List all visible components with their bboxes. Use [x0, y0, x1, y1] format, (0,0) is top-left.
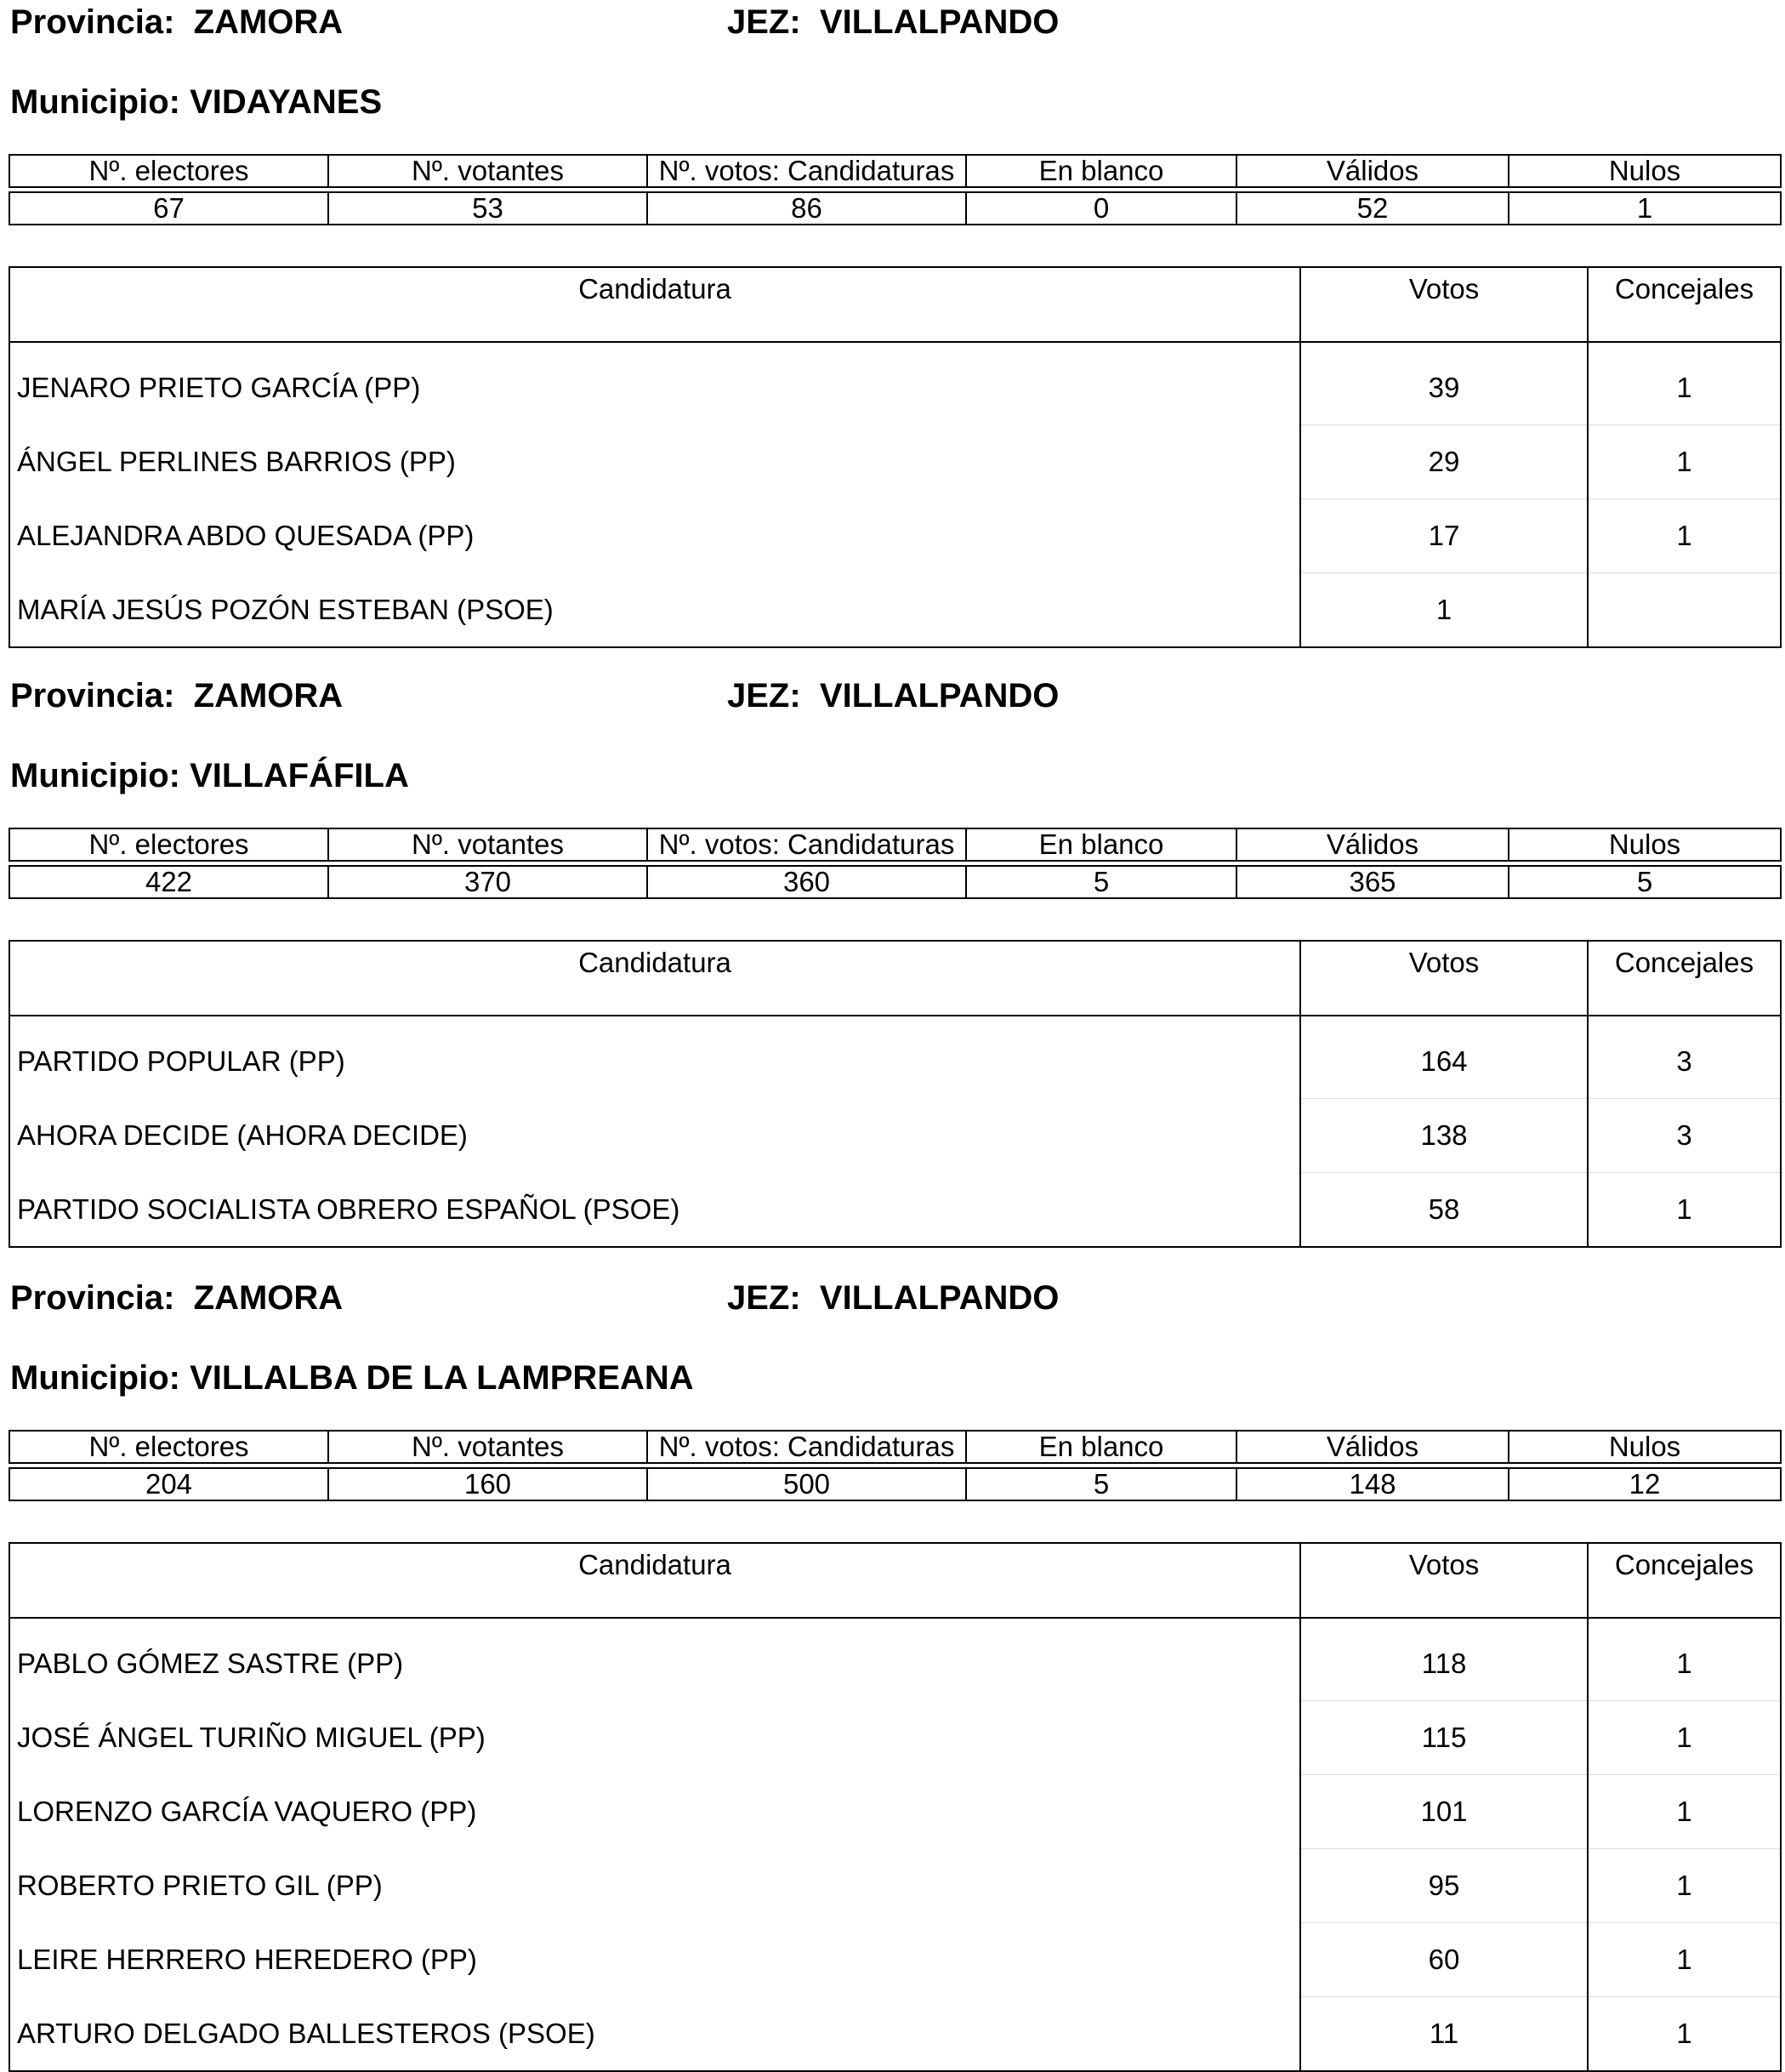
provincia-value: ZAMORA [193, 677, 344, 714]
candidate-councillors: 1 [1588, 342, 1781, 425]
summary-header: Nulos [1509, 828, 1781, 861]
jez-line [727, 679, 1059, 713]
candidate-name: LORENZO GARCÍA VAQUERO (PP) [9, 1775, 1300, 1849]
candidate-row [9, 425, 1781, 499]
candidate-votes: 60 [1300, 1923, 1588, 1997]
candidate-row [9, 1173, 1781, 1248]
summary-header: Nº. votos: Candidaturas [647, 1431, 966, 1463]
summary-header: Nº. votos: Candidaturas [647, 155, 966, 187]
summary-header: Nº. votantes [328, 828, 647, 861]
votos-header: Votos [1300, 1543, 1588, 1618]
candidate-row [9, 1701, 1781, 1775]
concejales-header: Concejales [1588, 1543, 1781, 1618]
municipio-label: Municipio: [10, 1359, 180, 1397]
concejales-header: Concejales [1588, 267, 1781, 342]
municipio-line [10, 759, 409, 793]
candidate-row [9, 573, 1781, 648]
candidate-row [9, 1099, 1781, 1173]
candidate-councillors: 1 [1588, 1923, 1781, 1997]
summary-value: 12 [1509, 1468, 1781, 1500]
jez-label: JEZ: [727, 1279, 801, 1317]
candidate-name: PARTIDO SOCIALISTA OBRERO ESPAÑOL (PSOE) [9, 1173, 1300, 1248]
candidate-votes: 39 [1300, 342, 1588, 425]
candidate-row [9, 1618, 1781, 1701]
candidate-row [9, 1775, 1781, 1849]
candidate-councillors [1588, 573, 1781, 648]
candidates-header-row [9, 267, 1781, 342]
provincia-label: Provincia: [10, 677, 175, 714]
candidate-row [9, 1016, 1781, 1099]
candidate-name: MARÍA JESÚS POZÓN ESTEBAN (PSOE) [9, 573, 1300, 648]
summary-header: Nº. votantes [328, 155, 647, 187]
summary-values-row [9, 866, 1781, 898]
candidate-votes: 164 [1300, 1016, 1588, 1099]
candidate-row [9, 342, 1781, 425]
candidate-row [9, 1923, 1781, 1997]
summary-value: 160 [328, 1468, 647, 1500]
candidate-votes: 118 [1300, 1618, 1588, 1701]
candidate-councillors: 1 [1588, 1849, 1781, 1923]
candidate-name: ROBERTO PRIETO GIL (PP) [9, 1849, 1300, 1923]
candidate-votes: 58 [1300, 1173, 1588, 1248]
summary-header-row [9, 828, 1781, 861]
municipio-line [10, 1361, 694, 1395]
candidates-table [9, 266, 1782, 648]
summary-header-row [9, 155, 1781, 187]
provincia-label: Provincia: [10, 3, 175, 41]
candidate-row [9, 499, 1781, 573]
candidatura-header: Candidatura [9, 267, 1300, 342]
jez-value: VILLALPANDO [819, 3, 1060, 41]
candidate-name: JENARO PRIETO GARCÍA (PP) [9, 342, 1300, 425]
candidate-votes: 11 [1300, 1997, 1588, 2072]
candidate-votes: 101 [1300, 1775, 1588, 1849]
summary-value: 52 [1236, 192, 1509, 225]
jez-value: VILLALPANDO [819, 1279, 1060, 1317]
municipio-value: VILLALBA DE LA LAMPREANA [190, 1359, 694, 1397]
municipio-value: VILLAFÁFILA [190, 757, 409, 794]
summary-header: Nº. electores [9, 155, 328, 187]
summary-value: 1 [1509, 192, 1781, 225]
summary-value: 365 [1236, 866, 1509, 898]
jez-label: JEZ: [727, 677, 801, 714]
candidate-name: PABLO GÓMEZ SASTRE (PP) [9, 1618, 1300, 1701]
summary-values-row [9, 1468, 1781, 1500]
municipio-line [10, 85, 382, 119]
summary-header: Nº. votos: Candidaturas [647, 828, 966, 861]
summary-table [9, 828, 1782, 899]
municipio-value: VIDAYANES [190, 83, 383, 121]
candidate-name: ARTURO DELGADO BALLESTEROS (PSOE) [9, 1997, 1300, 2072]
candidate-votes: 95 [1300, 1849, 1588, 1923]
summary-value: 5 [966, 1468, 1236, 1500]
candidates-header-row [9, 941, 1781, 1016]
candidate-row [9, 1849, 1781, 1923]
summary-value: 0 [966, 192, 1236, 225]
jez-line [727, 1281, 1059, 1315]
summary-header-row [9, 1431, 1781, 1463]
candidate-votes: 115 [1300, 1701, 1588, 1775]
candidate-councillors: 1 [1588, 1701, 1781, 1775]
summary-value: 86 [647, 192, 966, 225]
provincia-line [10, 1281, 343, 1315]
candidatura-header: Candidatura [9, 1543, 1300, 1618]
summary-header: En blanco [966, 1431, 1236, 1463]
candidate-name: ALEJANDRA ABDO QUESADA (PP) [9, 499, 1300, 573]
candidate-name: AHORA DECIDE (AHORA DECIDE) [9, 1099, 1300, 1173]
candidate-councillors: 1 [1588, 1997, 1781, 2072]
candidates-header-row [9, 1543, 1781, 1618]
municipio-label: Municipio: [10, 83, 180, 121]
candidate-councillors: 3 [1588, 1016, 1781, 1099]
candidate-councillors: 1 [1588, 1618, 1781, 1701]
summary-header: Nulos [1509, 1431, 1781, 1463]
provincia-value: ZAMORA [193, 3, 344, 41]
concejales-header: Concejales [1588, 941, 1781, 1016]
candidate-name: LEIRE HERRERO HEREDERO (PP) [9, 1923, 1300, 1997]
summary-header: Nº. votantes [328, 1431, 647, 1463]
summary-table [9, 1430, 1782, 1501]
summary-value: 67 [9, 192, 328, 225]
summary-header: En blanco [966, 828, 1236, 861]
jez-label: JEZ: [727, 3, 801, 41]
votos-header: Votos [1300, 941, 1588, 1016]
candidate-votes: 29 [1300, 425, 1588, 499]
provincia-value: ZAMORA [193, 1279, 344, 1317]
provincia-label: Provincia: [10, 1279, 175, 1317]
candidate-councillors: 1 [1588, 425, 1781, 499]
candidate-name: JOSÉ ÁNGEL TURIÑO MIGUEL (PP) [9, 1701, 1300, 1775]
candidate-row [9, 1997, 1781, 2072]
jez-value: VILLALPANDO [819, 677, 1060, 714]
candidate-name: ÁNGEL PERLINES BARRIOS (PP) [9, 425, 1300, 499]
candidatura-header: Candidatura [9, 941, 1300, 1016]
summary-value: 500 [647, 1468, 966, 1500]
summary-value: 370 [328, 866, 647, 898]
provincia-line [10, 679, 343, 713]
summary-value: 5 [1509, 866, 1781, 898]
municipio-label: Municipio: [10, 757, 180, 794]
summary-value: 360 [647, 866, 966, 898]
summary-header: En blanco [966, 155, 1236, 187]
summary-header: Nº. electores [9, 828, 328, 861]
candidate-votes: 1 [1300, 573, 1588, 648]
candidate-councillors: 1 [1588, 499, 1781, 573]
summary-header: Nulos [1509, 155, 1781, 187]
summary-value: 5 [966, 866, 1236, 898]
summary-header: Válidos [1236, 155, 1509, 187]
candidates-table [9, 940, 1782, 1248]
summary-value: 204 [9, 1468, 328, 1500]
summary-table [9, 154, 1782, 225]
votos-header: Votos [1300, 267, 1588, 342]
candidates-table [9, 1542, 1782, 2072]
summary-value: 53 [328, 192, 647, 225]
candidate-votes: 138 [1300, 1099, 1588, 1173]
candidate-votes: 17 [1300, 499, 1588, 573]
summary-header: Nº. electores [9, 1431, 328, 1463]
summary-value: 148 [1236, 1468, 1509, 1500]
candidate-councillors: 3 [1588, 1099, 1781, 1173]
summary-values-row [9, 192, 1781, 225]
summary-value: 422 [9, 866, 328, 898]
provincia-line [10, 5, 343, 39]
candidate-name: PARTIDO POPULAR (PP) [9, 1016, 1300, 1099]
candidate-councillors: 1 [1588, 1775, 1781, 1849]
summary-header: Válidos [1236, 1431, 1509, 1463]
jez-line [727, 5, 1059, 39]
summary-header: Válidos [1236, 828, 1509, 861]
candidate-councillors: 1 [1588, 1173, 1781, 1248]
